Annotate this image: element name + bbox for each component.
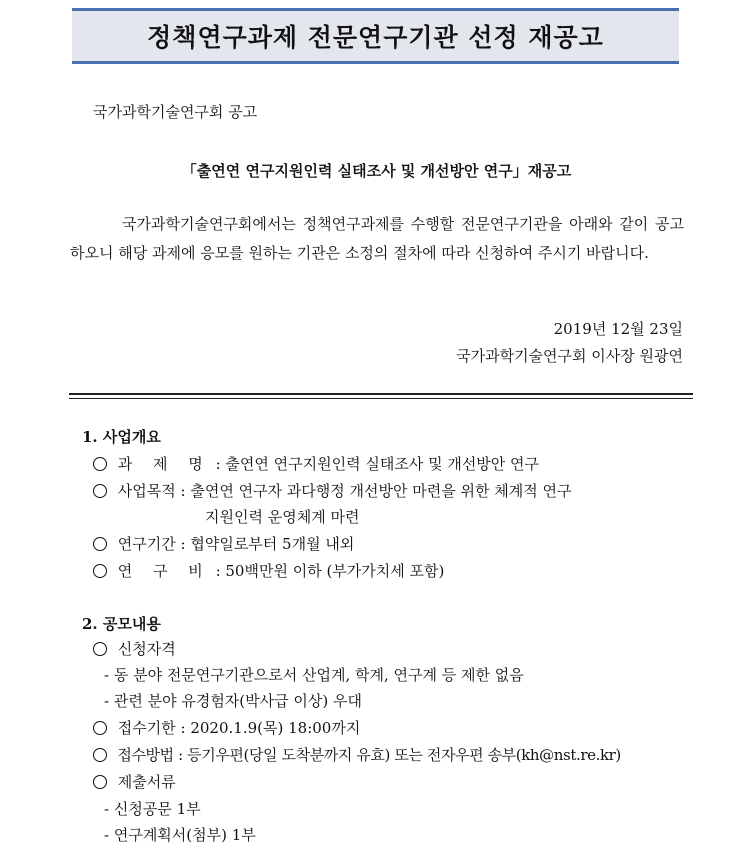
item-label: 접수기한 (117, 719, 176, 737)
item-label: 연구기간 (117, 535, 176, 553)
notice-date: 2019년 12월 23일 (553, 320, 683, 338)
item-value: 등기우편(당일 도착분까지 유효) 또는 전자우편 송부(kh@nst.re.kr) (187, 746, 621, 764)
item-value: 출연연 연구자 과다행정 개선방안 마련을 위한 체계적 연구 (190, 482, 572, 500)
circle-bullet-icon (93, 484, 107, 498)
overview-item-period: 연구기간 : 협약일로부터 5개월 내외 (93, 533, 354, 554)
notice-title-banner (72, 8, 679, 64)
item-value: 50백만원 이하 (부가가치세 포함) (225, 562, 445, 580)
documents-sub-2: - 연구계획서(첨부) 1부 (104, 826, 256, 844)
overview-item-purpose-cont: 지원인력 운영체계 마련 (205, 508, 360, 526)
item-label: 과 제 명 (117, 455, 211, 473)
org-notice-label: 국가과학기술연구회 공고 (93, 103, 258, 121)
contents-item-qualification (93, 638, 176, 659)
notice-body (70, 210, 684, 268)
notice-signer: 국가과학기술연구회 이사장 원광연 (456, 347, 683, 365)
circle-bullet-icon (93, 537, 107, 551)
circle-bullet-icon (93, 642, 107, 656)
item-value: 2020.1.9(목) 18:00까지 (190, 719, 361, 737)
section-heading-contents: 2. 공모내용 (82, 615, 161, 633)
notice-body-text: 국가과학기술연구회에서는 정책연구과제를 수행할 전문연구기관을 아래와 같이 공고하오니 해당 과제에 응모를 원하는 기관은 소정의 절차에 따라 신청하여 주시기 바랍니다. (70, 215, 684, 262)
divider-thick (69, 393, 693, 395)
item-label: 신청자격 (117, 640, 176, 658)
qualification-sub-2: - 관련 분야 유경험자(박사급 이상) 우대 (104, 692, 362, 710)
contents-item-deadline: 접수기한 : 2020.1.9(목) 18:00까지 (93, 717, 360, 738)
qualification-sub-1: - 동 분야 전문연구기관으로서 산업계, 학계, 연구계 등 제한 없음 (104, 666, 524, 684)
circle-bullet-icon (93, 564, 107, 578)
overview-item-title: 과 제 명 : 출연연 연구지원인력 실태조사 및 개선방안 연구 (93, 453, 539, 474)
circle-bullet-icon (93, 775, 107, 789)
section-heading-overview: 1. 사업개요 (82, 428, 161, 446)
notice-subject: 「출연연 연구지원인력 실태조사 및 개선방안 연구」재공고 (181, 162, 572, 180)
circle-bullet-icon (93, 721, 107, 735)
overview-item-purpose: 사업목적 : 출연연 연구자 과다행정 개선방안 마련을 위한 체계적 연구 (93, 480, 571, 501)
item-value: 출연연 연구지원인력 실태조사 및 개선방안 연구 (225, 455, 540, 473)
contents-item-method: 접수방법 : 등기우편(당일 도착분까지 유효) 또는 전자우편 송부(kh@nst.re.kr) (93, 744, 621, 765)
circle-bullet-icon (93, 748, 107, 762)
item-label: 연 구 비 (117, 562, 211, 580)
item-label: 접수방법 (117, 746, 174, 764)
contents-item-documents (93, 771, 176, 792)
item-label: 제출서류 (117, 773, 176, 791)
notice-title: 정책연구과제 전문연구기관 선정 재공고 (147, 23, 604, 52)
overview-item-budget: 연 구 비 : 50백만원 이하 (부가가치세 포함) (93, 560, 444, 581)
documents-sub-1: - 신청공문 1부 (104, 800, 201, 818)
item-value: 협약일로부터 5개월 내외 (190, 535, 355, 553)
circle-bullet-icon (93, 457, 107, 471)
divider-thin (69, 398, 693, 399)
item-label: 사업목적 (117, 482, 176, 500)
